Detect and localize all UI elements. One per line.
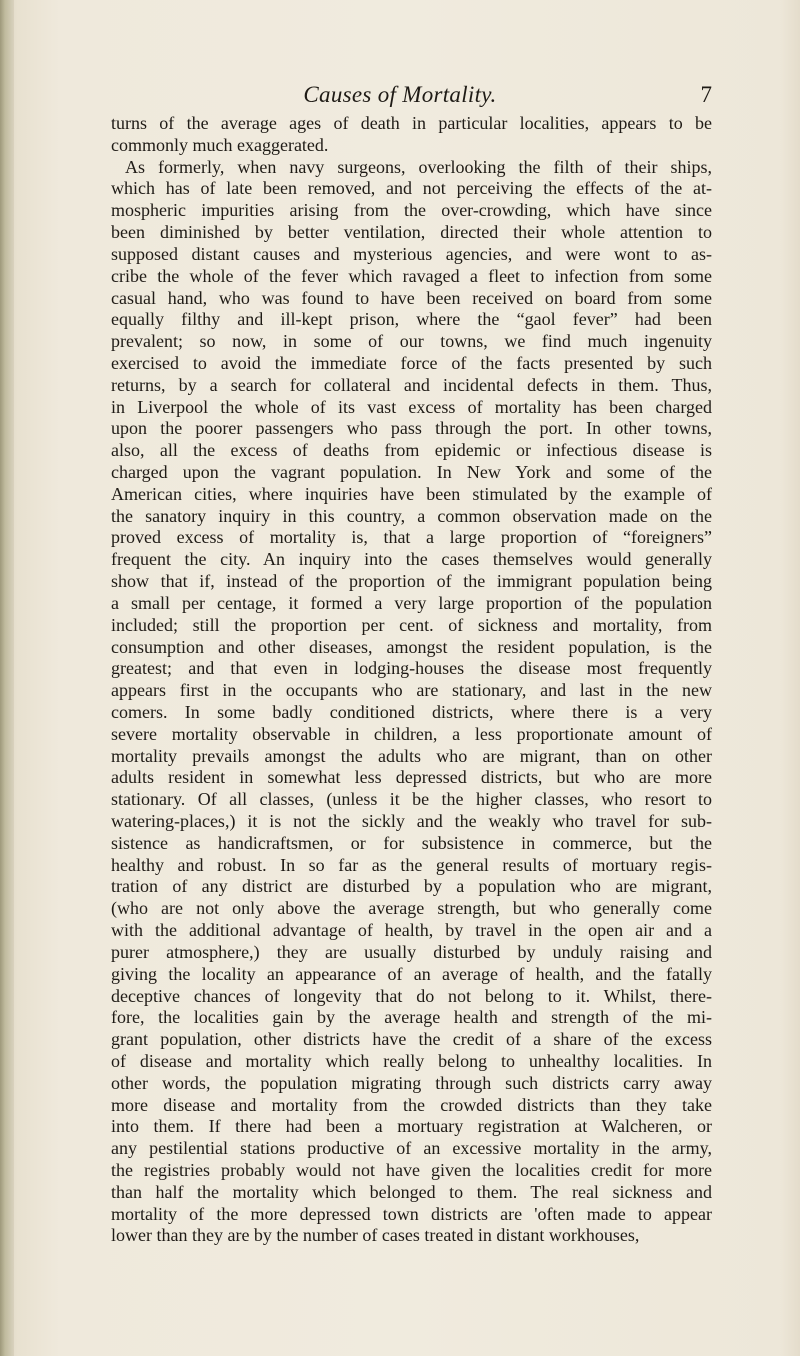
text-line: charged upon the vagrant population. In New York and some of the bbox=[111, 462, 712, 482]
text-line: mortality of the more depressed town districts are 'often made to appear bbox=[111, 1203, 712, 1224]
text-line: giving the locality an appearance of an average of health, and the fatally bbox=[111, 963, 712, 984]
text-line: turns of the average ages of death in particular localities, appears to be bbox=[111, 113, 712, 133]
text-line: which has of late been removed, and not perceiving the effects of the at- bbox=[111, 178, 712, 199]
text-line: lower than they are by the number of cases treated in distant workhouses, bbox=[111, 1225, 640, 1246]
text-line: also, all the excess of deaths from epidemic or infectious disease is bbox=[111, 440, 712, 461]
body-text bbox=[111, 113, 712, 1247]
text-line: As formerly, when navy surgeons, overlooking the filth of their ships, bbox=[125, 156, 712, 177]
text-line: tration of any district are disturbed by a population who are migrant, bbox=[111, 876, 712, 897]
text-line: stationary. Of all classes, (unless it be the higher classes, who resort to bbox=[111, 789, 712, 810]
text-line: fore, the localities gain by the average health and strength of the mi- bbox=[111, 1007, 712, 1028]
text-line: deceptive chances of longevity that do not belong to it. Whilst, there- bbox=[111, 985, 712, 1006]
text-line: grant population, other districts have the credit of a share of the excess bbox=[111, 1029, 712, 1050]
text-line: included; still the proportion per cent. of sickness and mortality, from bbox=[111, 614, 712, 635]
text-line: than half the mortality which belonged to them. The real sickness and bbox=[111, 1181, 712, 1202]
text-line: been diminished by better ventilation, directed their whole attention to bbox=[111, 222, 712, 243]
text-line: in Liverpool the whole of its vast excess of mortality has been charged bbox=[111, 396, 712, 417]
text-line: healthy and robust. In so far as the general results of mortuary regis- bbox=[111, 854, 712, 875]
text-line: returns, by a search for collateral and incidental defects in them. Thus, bbox=[111, 374, 712, 395]
text-line: more disease and mortality from the crowded districts than they take bbox=[111, 1094, 712, 1115]
text-line: commonly much exaggerated. bbox=[111, 134, 329, 155]
text-line: equally filthy and ill-kept prison, where the “gaol fever” had been bbox=[111, 309, 712, 330]
text-line: watering-places,) it is not the sickly and the weakly who travel for sub- bbox=[111, 811, 712, 831]
page-header bbox=[0, 82, 800, 112]
text-line: mospheric impurities arising from the over-crowding, which have since bbox=[111, 200, 712, 221]
text-line: comers. In some badly conditioned districts, where there is a very bbox=[111, 701, 712, 722]
text-line: greatest; and that even in lodging-houses the disease most frequently bbox=[111, 658, 712, 679]
text-line: into them. If there had been a mortuary registration at Walcheren, or bbox=[111, 1116, 712, 1137]
page-number: 7 bbox=[700, 82, 712, 107]
text-line: (who are not only above the average strength, but who generally come bbox=[111, 898, 712, 919]
text-line: the registries probably would not have given the localities credit for more bbox=[111, 1160, 712, 1180]
text-line: severe mortality observable in children, a less proportionate amount of bbox=[111, 723, 712, 744]
text-line: supposed distant causes and mysterious agencies, and were wont to as- bbox=[111, 243, 712, 264]
text-line: American cities, where inquiries have been stimulated by the example of bbox=[111, 483, 712, 504]
text-line: any pestilential stations productive of an excessive mortality in the army, bbox=[111, 1138, 712, 1159]
text-line: sistence as handicraftsmen, or for subsistence in commerce, but the bbox=[111, 832, 712, 853]
text-line: the sanatory inquiry in this country, a common observation made on the bbox=[111, 505, 712, 526]
text-line: casual hand, who was found to have been received on board from some bbox=[111, 287, 712, 308]
text-line: exercised to avoid the immediate force of the facts presented by such bbox=[111, 352, 712, 373]
text-line: a small per centage, it formed a very large proportion of the population bbox=[111, 592, 712, 613]
text-line: of disease and mortality which really belong to unhealthy localities. In bbox=[111, 1050, 712, 1071]
text-line: with the additional advantage of health, by travel in the open air and a bbox=[111, 920, 712, 941]
text-line: frequent the city. An inquiry into the cases themselves would generally bbox=[111, 549, 712, 570]
running-title: Causes of Mortality. bbox=[303, 82, 497, 107]
text-line: purer atmosphere,) they are usually disturbed by unduly raising and bbox=[111, 941, 712, 962]
text-line: show that if, instead of the proportion of the immigrant population being bbox=[111, 571, 712, 592]
text-line: prevalent; so now, in some of our towns, we find much ingenuity bbox=[111, 331, 712, 352]
text-line: consumption and other diseases, amongst the resident population, is the bbox=[111, 636, 712, 657]
text-line: proved excess of mortality is, that a large proportion of “foreigners” bbox=[111, 527, 712, 548]
text-line: adults resident in somewhat less depressed districts, but who are more bbox=[111, 767, 712, 788]
text-line: other words, the population migrating through such districts carry away bbox=[111, 1072, 712, 1093]
text-line: upon the poorer passengers who pass through the port. In other towns, bbox=[111, 418, 712, 439]
text-line: appears first in the occupants who are stationary, and last in the new bbox=[111, 680, 712, 701]
binding-gutter bbox=[0, 0, 14, 1356]
text-line: mortality prevails amongst the adults who are migrant, than on other bbox=[111, 745, 712, 766]
text-line: cribe the whole of the fever which ravaged a fleet to infection from some bbox=[111, 265, 712, 286]
